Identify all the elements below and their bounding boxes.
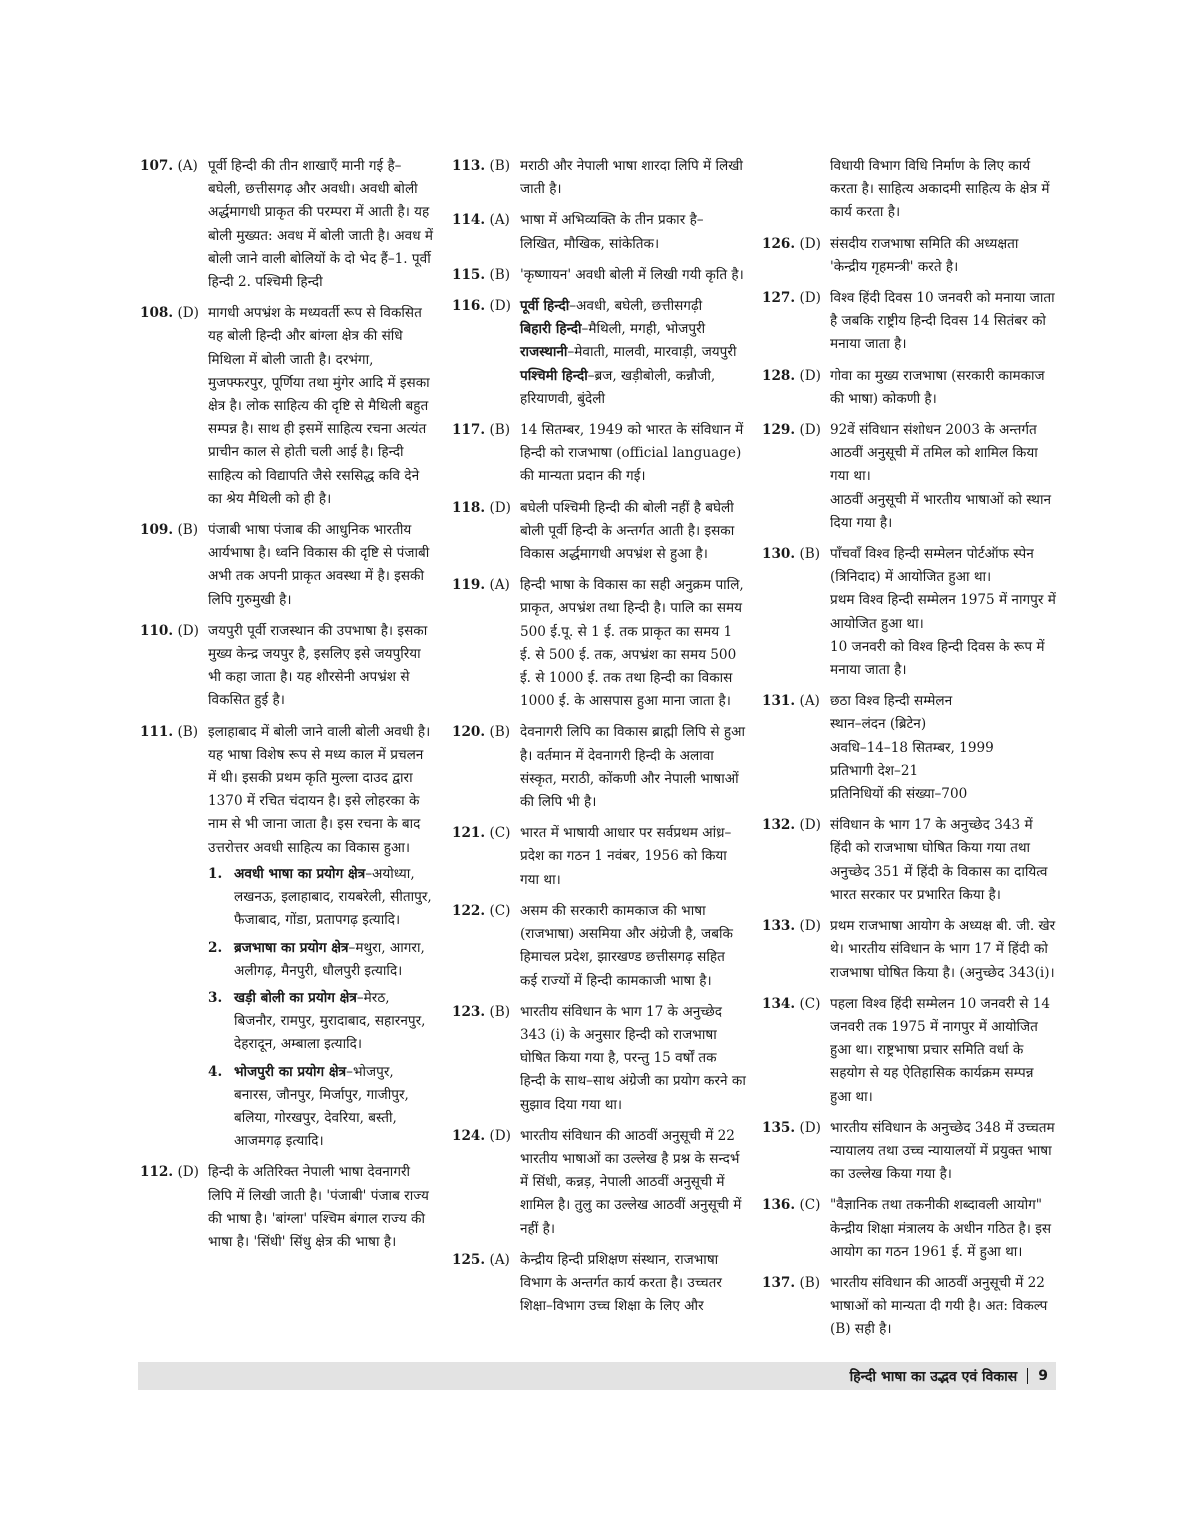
answer-explanation (208, 1161, 435, 1254)
dialect-group-label: पश्चिमी हिन्दी (520, 367, 588, 384)
dialect-list: –ब्रज, खड़ीबोली, कन्नौजी, हरियाणवी, बुंदेली (520, 367, 716, 407)
answer-item (762, 233, 1056, 279)
explanation-paragraph: विधायी विभाग विधि निर्माण के लिए कार्य करता है। साहित्य अकादमी साहित्य के क्षेत्र में कार्य करता है। (830, 158, 1050, 221)
question-number: 133. (762, 918, 796, 935)
question-number: 136. (762, 1197, 796, 1214)
answer-item (762, 287, 1056, 357)
answer-label (452, 209, 510, 232)
answer-option: (D) (799, 918, 821, 935)
explanation-paragraph: केन्द्रीय हिन्दी प्रशिक्षण संस्थान, राजभाषा विभाग के अन्तर्गत कार्य करता है। उच्चतर शिक्षा–विभाग उच्च शिक्षा के लिए और (520, 1251, 722, 1315)
answer-label (762, 690, 820, 713)
region-list-item (208, 863, 435, 933)
answer-label (762, 365, 821, 388)
answer-explanation (520, 155, 746, 201)
answer-explanation (208, 519, 435, 612)
explanation-paragraph: प्रतिभागी देश–21 (830, 762, 919, 779)
answer-explanation (520, 721, 746, 814)
explanation-paragraph: भारतीय संविधान की आठवीं अनुसूची में 22 भाषाओं को मान्यता दी गयी है। अत: विकल्प (B) सही है। (830, 1274, 1048, 1338)
explanation-paragraph: गोवा का मुख्य राजभाषा (सरकारी कामकाज की भाषा) कोकणी है। (830, 367, 1045, 407)
answer-item (762, 1117, 1056, 1187)
question-number: 137. (762, 1274, 796, 1291)
answer-label (140, 519, 198, 542)
column-right (762, 155, 1056, 1350)
explanation-paragraph: पंजाबी भाषा पंजाब की आधुनिक भारतीय आर्यभाषा है। ध्वनि विकास की दृष्टि से पंजाबी अभी तक अपनी प्राकृत अवस्था में है। इसकी लिपि गुरुमुखी है। (208, 522, 430, 608)
answer-item (452, 1249, 746, 1319)
answer-item (452, 155, 746, 201)
explanation-paragraph: प्रथम विश्व हिन्दी सम्मेलन 1975 में नागपुर में आयोजित हुआ था। (830, 592, 1056, 632)
answer-explanation (830, 365, 1056, 411)
answer-label (452, 419, 510, 442)
answer-option: (D) (177, 1164, 199, 1181)
explanation-paragraph: "वैज्ञानिक तथा तकनीकी शब्दावली आयोग" केन्द्रीय शिक्षा मंत्रालय के अधीन गठित है। इस आयोग का गठन 1961 ई. में हुआ था। (830, 1197, 1052, 1260)
explanation-paragraph: प्रतिनिधियों की संख्या–700 (830, 786, 968, 803)
answer-label (452, 264, 510, 287)
explanation-paragraph: हिन्दी भाषा के विकास का सही अनुक्रम पालि, प्राकृत, अपभ्रंश तथा हिन्दी है। पालि का समय 500 ई.पू. से 1 ई. तक प्राकृत का समय 1 ई. से 500 ई. तक, अपभ्रंश का समय 500 ई. से 1000 ई. तक तथा हिन्दी का विकास 1000 ई. के आसपास हुआ माना जाता है। (520, 577, 744, 710)
region-label: भोजपुरी का प्रयोग क्षेत्र (234, 1063, 347, 1080)
answer-explanation (208, 155, 435, 294)
answer-item (140, 302, 435, 511)
answer-item (140, 620, 435, 713)
answer-option: (A) (489, 212, 510, 229)
page-number: 9 (1038, 1368, 1048, 1384)
explanation-paragraph: हिन्दी के अतिरिक्त नेपाली भाषा देवनागरी लिपि में लिखी जाती है। 'पंजाबी' पंजाब राज्य की भाषा है। 'बांग्ला' पश्चिम बंगाल राज्य की भाषा है। 'सिंधी' सिंधु क्षेत्र की भाषा है। (208, 1164, 429, 1250)
explanation-paragraph: 'कृष्णायन' अवधी बोली में लिखी गयी कृति है। (520, 266, 744, 283)
answer-item (452, 497, 746, 567)
column-middle (452, 155, 746, 1326)
answer-item (762, 915, 1056, 985)
question-number: 129. (762, 422, 796, 439)
answer-explanation (830, 915, 1056, 985)
region-list-item (208, 1061, 435, 1154)
question-number: 125. (452, 1251, 486, 1268)
answer-explanation (830, 690, 1056, 806)
answer-option: (B) (177, 522, 199, 539)
answer-explanation (208, 620, 435, 713)
answer-option: (D) (177, 622, 199, 639)
region-number: 1. (208, 865, 223, 882)
dialect-group-label: राजस्थानी (520, 344, 568, 361)
answer-item (762, 365, 1056, 411)
answer-option: (C) (799, 1197, 821, 1214)
answer-option: (C) (799, 995, 821, 1012)
answer-explanation (830, 1117, 1056, 1187)
answer-explanation (830, 1272, 1056, 1342)
answer-label (140, 302, 199, 325)
region-text: –अयोध्या, लखनऊ, इलाहाबाद, रायबरेली, सीतापुर, फैजाबाद, गोंडा, प्रतापगढ़ इत्यादि। (234, 865, 432, 929)
question-number: 118. (452, 499, 486, 516)
answer-option: (A) (177, 158, 198, 174)
answer-option: (D) (799, 367, 821, 384)
question-number: 128. (762, 367, 796, 384)
explanation-paragraph: भारतीय संविधान की आठवीं अनुसूची में 22 भारतीय भाषाओं का उल्लेख है प्रश्न के सन्दर्भ में सिंधी, कन्नड़, नेपाली आठवीं अनुसूची में शामिल है। तुलु का उल्लेख आठवीं अनुसूची में नहीं है। (520, 1127, 742, 1237)
answer-label (762, 1194, 820, 1217)
explanation-paragraph: पूर्वी हिन्दी की तीन शाखाएँ मानी गई है– बघेली, छत्तीसगढ़ और अवधी। अवधी बोली अर्द्धमागधी प्राकृत की परम्परा में आती है। यह बोली मुख्यत: अवध में बोली जाती है। अवध में बोली जाने वाली बोलियों के दो भेद हैं–1. पूर्वी हिन्दी 2. पश्चिमी हिन्दी (208, 158, 434, 291)
explanation-paragraph: आठवीं अनुसूची में भारतीय भाषाओं को स्थान दिया गया है। (830, 491, 1052, 531)
question-number: 112. (140, 1164, 174, 1181)
answer-item (452, 295, 746, 411)
explanation-paragraph: इलाहाबाद में बोली जाने वाली बोली अवधी है। यह भाषा विशेष रूप से मध्य काल में प्रचलन में थी। इसकी प्रथम कृति मुल्ला दाउद द्वारा 1370 में रचित चंदायन है। इसे लोहरका के नाम से भी जाना जाता है। इस रचना के बाद उत्तरोत्तर अवधी साहित्य का विकास हुआ। (208, 723, 431, 856)
answer-item (140, 155, 435, 294)
explanation-paragraph: पहला विश्व हिंदी सम्मेलन 10 जनवरी से 14 जनवरी तक 1975 में नागपुर में आयोजित हुआ था। राष्ट्रभाषा प्रचार समिति वर्धा के सहयोग से यह ऐतिहासिक कार्यक्रम सम्पन्न हुआ था। (830, 995, 1051, 1105)
answer-explanation (520, 497, 746, 567)
answer-explanation (520, 574, 746, 713)
question-number: 110. (140, 622, 174, 639)
answer-item (452, 900, 746, 993)
answer-label (452, 822, 510, 845)
answer-option: (C) (489, 902, 511, 919)
question-number: 124. (452, 1127, 486, 1144)
answer-label (762, 233, 821, 256)
dialect-line (520, 295, 746, 318)
answer-item (140, 721, 435, 1154)
region-text: –भोजपुर, बनारस, जौनपुर, मिर्जापुर, गाजीपुर, बलिया, गोरखपुर, देवरिया, बस्ती, आजमगढ़ इत्यादि। (234, 1063, 409, 1150)
explanation-paragraph: विश्व हिंदी दिवस 10 जनवरी को मनाया जाता है जबकि राष्ट्रीय हिन्दी दिवस 14 सितंबर को मनाया जाता है। (830, 290, 1055, 353)
answer-label (140, 721, 198, 744)
answer-continuation (762, 155, 1056, 225)
answer-item (452, 264, 746, 287)
question-number: 130. (762, 546, 796, 563)
dialect-list: –मेवाती, मालवी, मारवाड़ी, जयपुरी (567, 344, 737, 361)
answer-label (140, 620, 199, 643)
answer-label (452, 721, 510, 744)
answer-option: (D) (799, 235, 821, 252)
answer-item (452, 1001, 746, 1117)
explanation-paragraph: असम की सरकारी कामकाज की भाषा (राजभाषा) असमिया और अंग्रेजी है, जबकि हिमाचल प्रदेश, झारखण्ड छत्तीसगढ़ सहित कई राज्यों में हिन्दी कामकाजी भाषा है। (520, 902, 733, 989)
answer-item (762, 1272, 1056, 1342)
answer-item (452, 1125, 746, 1241)
answer-explanation (520, 295, 746, 411)
answer-item (452, 209, 746, 255)
answer-label (452, 497, 511, 520)
footer-title: हिन्दी भाषा का उद्भव एवं विकास (849, 1368, 1018, 1385)
explanation-paragraph: छठा विश्व हिन्दी सम्मेलन (830, 693, 953, 710)
answer-explanation (208, 302, 435, 511)
answer-explanation (520, 1125, 746, 1241)
answer-option: (B) (799, 546, 821, 563)
answer-explanation (520, 209, 746, 255)
answer-option: (B) (489, 1003, 511, 1020)
answer-option: (C) (489, 825, 511, 842)
answer-option: (B) (177, 723, 199, 740)
answer-option: (A) (799, 693, 820, 710)
explanation-paragraph: प्रथम राजभाषा आयोग के अध्यक्ष बी. जी. खेर थे। भारतीय संविधान के भाग 17 में हिंदी को राजभाषा घोषित किया है। (अनुच्छेद 343(i)। (830, 918, 1056, 981)
region-label: खड़ी बोली का प्रयोग क्षेत्र (234, 989, 357, 1006)
answer-label (762, 287, 821, 310)
question-number: 115. (452, 266, 486, 283)
question-number: 111. (140, 723, 174, 740)
explanation-paragraph: देवनागरी लिपि का विकास ब्राह्मी लिपि से हुआ है। वर्तमान में देवनागरी हिन्दी के अलावा संस्कृत, मराठी, कोंकणी और नेपाली भाषाओं की लिपि भी है। (520, 724, 745, 811)
answer-explanation (520, 1249, 746, 1319)
answer-item (452, 721, 746, 814)
answer-option: (D) (799, 1119, 821, 1136)
explanation-paragraph: मराठी और नेपाली भाषा शारदा लिपि में लिखी जाती है। (520, 158, 743, 198)
explanation-paragraph: अवधि–14–18 सितम्बर, 1999 (830, 739, 994, 756)
explanation-paragraph: भारतीय संविधान के भाग 17 के अनुच्छेद 343 (i) के अनुसार हिन्दी को राजभाषा घोषित किया गया है, परन्तु 15 वर्षों तक हिन्दी के साथ–साथ अंग्रेजी का प्रयोग करने का सुझाव दिया गया था। (520, 1003, 746, 1113)
answer-explanation (520, 419, 746, 489)
dialect-line (520, 341, 746, 364)
answer-option: (A) (489, 577, 510, 594)
answer-option: (D) (489, 499, 511, 516)
question-number: 131. (762, 693, 796, 710)
question-number: 123. (452, 1003, 486, 1020)
region-label: ब्रजभाषा का प्रयोग क्षेत्र (234, 939, 349, 956)
question-number: 108. (140, 305, 174, 322)
explanation-paragraph: जयपुरी पूर्वी राजस्थान की उपभाषा है। इसका मुख्य केन्द्र जयपुर है, इसलिए इसे जयपुरिया भी कहा जाता है। यह शौरसेनी अपभ्रंश से विकसित हुई है। (208, 622, 428, 709)
question-number: 117. (452, 422, 486, 439)
answer-option: (D) (489, 298, 511, 315)
answer-label (452, 155, 510, 178)
question-number: 121. (452, 825, 486, 842)
answer-label (140, 155, 198, 178)
answer-explanation (830, 233, 1056, 279)
question-number: 116. (452, 298, 486, 315)
column-left (140, 155, 435, 1262)
answer-option: (B) (799, 1274, 821, 1291)
answer-option: (D) (799, 290, 821, 307)
page-footer (138, 1362, 1056, 1390)
answer-item (762, 814, 1056, 907)
answer-option: (D) (177, 305, 199, 322)
explanation-paragraph: बघेली पश्चिमी हिन्दी की बोली नहीं है बघेली बोली पूर्वी हिन्दी के अन्तर्गत आती है। इसका विकास अर्द्धमागधी अपभ्रंश से हुआ है। (520, 499, 735, 563)
question-number: 122. (452, 902, 486, 919)
answer-item (452, 822, 746, 892)
dialect-group-label: पूर्वी हिन्दी (520, 298, 570, 315)
answer-item (140, 1161, 435, 1254)
dialect-line (520, 318, 746, 341)
answer-label (140, 1161, 199, 1184)
question-number: 119. (452, 577, 486, 594)
question-number: 114. (452, 212, 486, 229)
answer-explanation (520, 264, 746, 287)
answer-label (762, 1272, 820, 1295)
region-number: 2. (208, 939, 223, 956)
question-number: 126. (762, 235, 796, 252)
dialect-list: –मैथिली, मगही, भोजपुरी (581, 321, 706, 338)
answer-item (762, 993, 1056, 1109)
answer-explanation (830, 1194, 1056, 1264)
answer-explanation (520, 900, 746, 993)
answer-label (762, 419, 821, 442)
answer-option: (B) (489, 158, 511, 174)
answer-label (762, 915, 821, 938)
explanation-paragraph: मागधी अपभ्रंश के मध्यवर्ती रूप से विकसित यह बोली हिन्दी और बांग्ला क्षेत्र की संधि मिथिला में बोली जाती है। दरभंगा, मुजफ्फरपुर, पूर्णिया तथा मुंगेर आदि में इसका क्षेत्र है। लोक साहित्य की दृष्टि से मैथिली बहुत सम्पन्न है। साथ ही इसमें साहित्य रचना अत्यंत प्राचीन काल से होती चली आई है। हिन्दी साहित्य को विद्यापति जैसे रससिद्ध कवि देने का श्रेय मैथिली को ही है। (208, 305, 430, 507)
question-number: 135. (762, 1119, 796, 1136)
answer-option: (B) (489, 724, 511, 741)
explanation-paragraph: भारतीय संविधान के अनुच्छेद 348 में उच्चतम न्यायालय तथा उच्च न्यायालयों में प्रयुक्त भाषा का उल्लेख किया गया है। (830, 1119, 1055, 1183)
answer-item (452, 574, 746, 713)
answer-option: (B) (489, 422, 511, 439)
question-number: 107. (140, 158, 174, 174)
answer-label (762, 543, 820, 566)
answer-explanation (830, 419, 1056, 535)
answer-label (762, 814, 821, 837)
dialect-list: –अवधी, बघेली, छत्तीसगढ़ी (569, 298, 703, 315)
region-list (208, 863, 435, 1153)
answer-label (452, 1125, 511, 1148)
explanation-paragraph: 92वें संविधान संशोधन 2003 के अन्तर्गत आठवीं अनुसूची में तमिल को शामिल किया गया था। (830, 422, 1038, 485)
answer-label (452, 1249, 510, 1272)
explanation-paragraph: 14 सितम्बर, 1949 को भारत के संविधान में हिन्दी को राजभाषा (official language) की मान्यता प्रदान की गई। (520, 422, 744, 485)
question-number: 120. (452, 724, 486, 741)
explanation-paragraph: भाषा में अभिव्यक्ति के तीन प्रकार है– लिखित, मौखिक, सांकेतिक। (520, 212, 704, 252)
question-number: 109. (140, 522, 174, 539)
explanation-paragraph: संसदीय राजभाषा समिति की अध्यक्षता 'केन्द्रीय गृहमन्त्री' करते है। (830, 235, 1019, 275)
question-number: 113. (452, 158, 486, 174)
explanation-paragraph: पाँचवाँ विश्व हिन्दी सम्मेलन पोर्टऑफ स्पेन (त्रिनिदाद) में आयोजित हुआ था। (830, 546, 1034, 586)
region-text: –मथुरा, आगरा, अलीगढ़, मैनपुरी, धौलपुरी इत्यादि। (234, 939, 425, 979)
answer-explanation (520, 1001, 746, 1117)
answer-explanation (208, 721, 435, 1154)
region-list-item (208, 937, 435, 983)
answer-option: (B) (489, 266, 511, 283)
region-number: 3. (208, 989, 223, 1006)
answer-item (140, 519, 435, 612)
answer-label (452, 1001, 510, 1024)
answer-item (452, 419, 746, 489)
answer-explanation (520, 822, 746, 892)
answer-label (762, 993, 820, 1016)
dialect-line (520, 365, 746, 411)
answer-item (762, 419, 1056, 535)
region-number: 4. (208, 1063, 223, 1080)
answer-label (452, 900, 510, 923)
answer-item (762, 543, 1056, 682)
explanation-paragraph: भारत में भाषायी आधार पर सर्वप्रथम आंध्र–प्रदेश का गठन 1 नवंबर, 1956 को किया गया था। (520, 825, 732, 888)
answer-option: (D) (799, 422, 821, 439)
explanation-paragraph: संविधान के भाग 17 के अनुच्छेद 343 में हिंदी को राजभाषा घोषित किया गया तथा अनुच्छेद 351 में हिंदी के विकास का दायित्व भारत सरकार पर प्रभारित किया है। (830, 817, 1048, 903)
answer-option: (D) (799, 817, 821, 834)
answer-explanation (830, 993, 1056, 1109)
region-list-item (208, 987, 435, 1057)
question-number: 134. (762, 995, 796, 1012)
region-label: अवधी भाषा का प्रयोग क्षेत्र (234, 865, 366, 882)
answer-label (762, 1117, 821, 1140)
answer-label (452, 295, 511, 318)
answer-option: (A) (489, 1251, 510, 1268)
region-text: –मेरठ, बिजनौर, रामपुर, मुरादाबाद, सहारनपुर, देहरादून, अम्बाला इत्यादि। (234, 989, 426, 1053)
answer-explanation (830, 287, 1056, 357)
question-number: 127. (762, 290, 796, 307)
answer-explanation (830, 543, 1056, 682)
explanation-paragraph: स्थान–लंदन (ब्रिटेन) (830, 716, 927, 733)
answer-explanation (830, 814, 1056, 907)
answer-item (762, 1194, 1056, 1264)
answer-label (452, 574, 510, 597)
question-number: 132. (762, 817, 796, 834)
explanation-paragraph: 10 जनवरी को विश्व हिन्दी दिवस के रूप में मनाया जाता है। (830, 638, 1045, 679)
answer-option: (D) (489, 1127, 511, 1144)
dialect-group-label: बिहारी हिन्दी (520, 321, 582, 338)
answer-item (762, 690, 1056, 806)
